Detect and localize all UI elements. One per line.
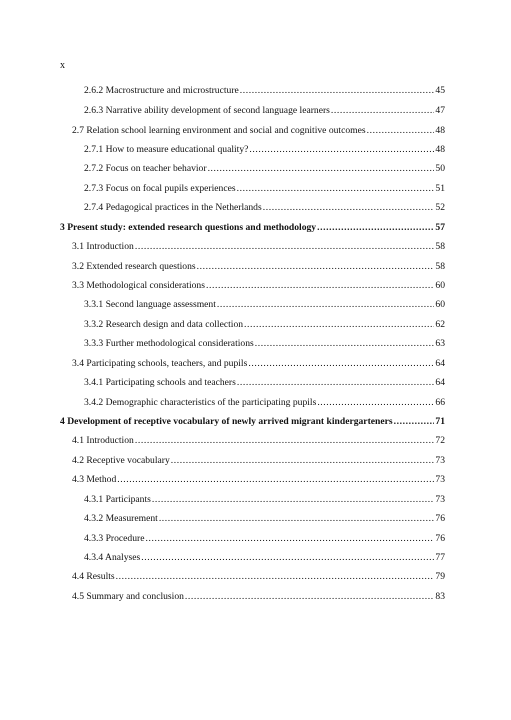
toc-entry[interactable] (84, 163, 445, 175)
toc-entry-page: 73 (435, 455, 445, 466)
toc-entry-title: 2.7 Relation school learning environment and social and cognitive outcomes (72, 125, 366, 136)
toc-leader-dots (317, 222, 434, 234)
toc-entry[interactable] (72, 125, 445, 137)
toc-entry-title: 3.4 Participating schools, teachers, and pupils (72, 358, 248, 369)
toc-entry-page: 47 (435, 105, 445, 116)
toc-entry-title: 3 Present study: extended research questions and methodology (60, 222, 317, 233)
toc-entry-title: 3.4.1 Participating schools and teachers (84, 377, 236, 388)
toc-entry[interactable] (84, 85, 445, 97)
toc-entry-page: 48 (435, 125, 445, 136)
toc-entry[interactable] (84, 144, 445, 156)
toc-entry-title: 2.6.2 Macrostructure and microstructure (84, 85, 239, 96)
toc-leader-dots (206, 280, 434, 292)
toc-entry[interactable] (72, 455, 445, 467)
toc-entry[interactable] (72, 241, 445, 253)
toc-entry-title: 4.3.4 Analyses (84, 552, 141, 563)
toc-entry-title: 3.4.2 Demographic characteristics of the participating pupils (84, 397, 317, 408)
toc-entry-page: 48 (435, 144, 445, 155)
toc-leader-dots (171, 455, 435, 467)
toc-leader-dots (367, 125, 435, 137)
toc-entry-page: 66 (435, 397, 445, 408)
toc-entry-title: 4.4 Results (72, 571, 115, 582)
toc-leader-dots (394, 416, 435, 428)
toc-leader-dots (116, 571, 435, 583)
toc-entry-title: 4.2 Receptive vocabulary (72, 455, 170, 466)
toc-entry-title: 4.3.3 Procedure (84, 533, 145, 544)
toc-entry-page: 63 (435, 338, 445, 349)
toc-entry[interactable] (72, 571, 445, 583)
toc-leader-dots (135, 241, 435, 253)
toc-entry-title: 3.3.3 Further methodological considerations (84, 338, 254, 349)
toc-entry[interactable] (84, 299, 445, 311)
toc-entry-title: 3.3 Methodological considerations (72, 280, 205, 291)
toc-entry-page: 57 (435, 222, 445, 233)
toc-entry-page: 60 (435, 280, 445, 291)
toc-leader-dots (145, 533, 434, 545)
toc-leader-dots (244, 319, 434, 331)
toc-entry-page: 73 (435, 474, 445, 485)
toc-entry-title: 4 Development of receptive vocabulary of newly arrived migrant kindergarteners (60, 416, 393, 427)
toc-entry-title: 3.3.2 Research design and data collection (84, 319, 244, 330)
toc-entry[interactable] (72, 280, 445, 292)
toc-entry[interactable] (72, 591, 445, 603)
page-number: x (60, 60, 65, 71)
toc-entry[interactable] (84, 319, 445, 331)
toc-entry[interactable] (72, 474, 445, 486)
toc-entry-page: 76 (435, 513, 445, 524)
toc-entry[interactable] (84, 494, 445, 506)
toc-leader-dots (240, 85, 435, 97)
toc-leader-dots (159, 513, 435, 525)
toc-leader-dots (197, 261, 435, 273)
toc-leader-dots (249, 144, 434, 156)
toc-entry-title: 3.2 Extended research questions (72, 261, 196, 272)
toc-entry-page: 50 (435, 163, 445, 174)
toc-entry-title: 2.7.2 Focus on teacher behavior (84, 163, 207, 174)
toc-leader-dots (135, 435, 435, 447)
toc-leader-dots (152, 494, 435, 506)
toc-entry-page: 83 (435, 591, 445, 602)
toc-entry[interactable] (84, 377, 445, 389)
toc-entry-title: 2.6.3 Narrative ability development of second language learners (84, 105, 330, 116)
toc-entry-page: 64 (435, 358, 445, 369)
toc-entry[interactable] (72, 358, 445, 370)
toc-leader-dots (331, 105, 435, 117)
toc-entry[interactable] (84, 552, 445, 564)
toc-entry-page: 77 (435, 552, 445, 563)
toc-entry-page: 45 (435, 85, 445, 96)
toc-entry-page: 79 (435, 571, 445, 582)
toc-chapter-entry[interactable] (60, 222, 445, 234)
toc-leader-dots (185, 591, 434, 603)
toc-entry-title: 4.3 Method (72, 474, 117, 485)
toc-leader-dots (208, 163, 435, 175)
toc-entry[interactable] (84, 513, 445, 525)
toc-entry-page: 51 (435, 183, 445, 194)
toc-entry-page: 64 (435, 377, 445, 388)
toc-entry[interactable] (84, 338, 445, 350)
toc-leader-dots (117, 474, 434, 486)
toc-entry[interactable] (84, 183, 445, 195)
toc-leader-dots (237, 183, 435, 195)
toc-leader-dots (217, 299, 435, 311)
toc-entry-title: 2.7.1 How to measure educational quality? (84, 144, 249, 155)
toc-entry-page: 62 (435, 319, 445, 330)
toc-entry[interactable] (72, 435, 445, 447)
toc-leader-dots (248, 358, 434, 370)
toc-entry-title: 4.5 Summary and conclusion (72, 591, 184, 602)
toc-entry-page: 60 (435, 299, 445, 310)
toc-entry-page: 58 (435, 261, 445, 272)
toc-entry[interactable] (84, 105, 445, 117)
toc-entry-title: 2.7.4 Pedagogical practices in the Netherlands (84, 202, 262, 213)
toc-entry-title: 4.1 Introduction (72, 435, 134, 446)
toc-entry[interactable] (84, 397, 445, 409)
toc-leader-dots (317, 397, 434, 409)
toc-entry[interactable] (84, 533, 445, 545)
toc-entry-page: 52 (435, 202, 445, 213)
toc-leader-dots (263, 202, 435, 214)
toc-entry-title: 4.3.2 Measurement (84, 513, 158, 524)
toc-chapter-entry[interactable] (60, 416, 445, 428)
toc-entry-title: 3.1 Introduction (72, 241, 134, 252)
toc-entry-page: 71 (435, 416, 445, 427)
toc-entry-page: 72 (435, 435, 445, 446)
toc-entry[interactable] (72, 261, 445, 273)
toc-entry-title: 4.3.1 Participants (84, 494, 151, 505)
toc-entry-title: 3.3.1 Second language assessment (84, 299, 216, 310)
toc-entry-page: 58 (435, 241, 445, 252)
toc-leader-dots (255, 338, 435, 350)
toc-entry-page: 73 (435, 494, 445, 505)
toc-leader-dots (237, 377, 435, 389)
toc-entry-page: 76 (435, 533, 445, 544)
toc-entry-title: 2.7.3 Focus on focal pupils experiences (84, 183, 236, 194)
toc-leader-dots (141, 552, 434, 564)
toc-entry[interactable] (84, 202, 445, 214)
